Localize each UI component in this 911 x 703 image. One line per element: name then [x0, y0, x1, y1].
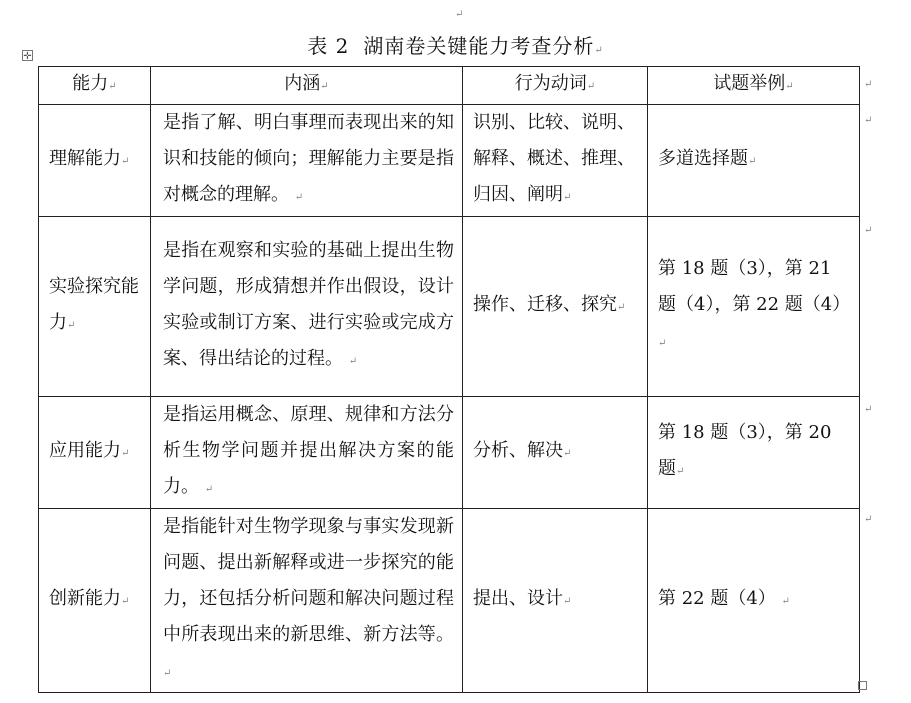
cell-verbs: 分析、解决↵	[463, 397, 648, 509]
cell-meaning: 是指运用概念、原理、规律和方法分析生物学问题并提出解决方案的能力。 ↵	[151, 397, 463, 509]
paragraph-mark: ↵	[455, 9, 464, 20]
table-header-row	[39, 67, 860, 105]
ability-analysis-table	[38, 66, 860, 693]
table-row	[39, 397, 860, 509]
row-end-mark: ↵	[864, 404, 873, 415]
row-end-mark: ↵	[864, 79, 873, 90]
cell-meaning: 是指能针对生物学现象与事实发现新问题、提出新解释或进一步探究的能力，还包括分析问题和解决问题过程中所表现出来的新思维、新方法等。↵	[151, 509, 463, 693]
cell-example: 第 22 题（4） ↵	[648, 509, 860, 693]
row-end-mark: ↵	[864, 115, 873, 126]
table-row	[39, 217, 860, 397]
cell-verbs: 提出、设计↵	[463, 509, 648, 693]
caption-title: 湖南卷关键能力考查分析	[363, 34, 595, 58]
table-resize-handle[interactable]	[858, 681, 867, 690]
table-caption	[0, 31, 911, 66]
cell-verbs: 识别、比较、说明、解释、概述、推理、归因、阐明↵	[463, 105, 648, 217]
table-move-handle[interactable]: ✛	[23, 51, 32, 62]
cell-example: 第 18 题（3），第 21 题（4），第 22 题（4）↵	[648, 217, 860, 397]
row-end-mark: ↵	[864, 514, 873, 525]
cell-meaning: 是指在观察和实验的基础上提出生物学问题，形成猜想并作出假设，设计实验或制订方案、进行实验或完成方案、得出结论的过程。 ↵	[151, 217, 463, 397]
table-row	[39, 509, 860, 693]
cell-verbs: 操作、迁移、探究↵	[463, 217, 648, 397]
cell-example: 多道选择题↵	[648, 105, 860, 217]
cell-ability: 实验探究能力↵	[39, 217, 151, 397]
header-verbs: 行为动词↵	[463, 67, 648, 105]
row-end-mark: ↵	[864, 225, 873, 236]
caption-number: 表 2	[307, 34, 350, 58]
header-meaning: 内涵↵	[151, 67, 463, 105]
header-example: 试题举例↵	[648, 67, 860, 105]
cell-ability: 创新能力↵	[39, 509, 151, 693]
paragraph-mark: ↵	[594, 45, 604, 56]
table-row	[39, 105, 860, 217]
cell-ability: 应用能力↵	[39, 397, 151, 509]
header-ability: 能力↵	[39, 67, 151, 105]
cell-meaning: 是指了解、明白事理而表现出来的知识和技能的倾向；理解能力主要是指对概念的理解。 ↵	[151, 105, 463, 217]
cell-ability: 理解能力↵	[39, 105, 151, 217]
cell-example: 第 18 题（3），第 20 题↵	[648, 397, 860, 509]
